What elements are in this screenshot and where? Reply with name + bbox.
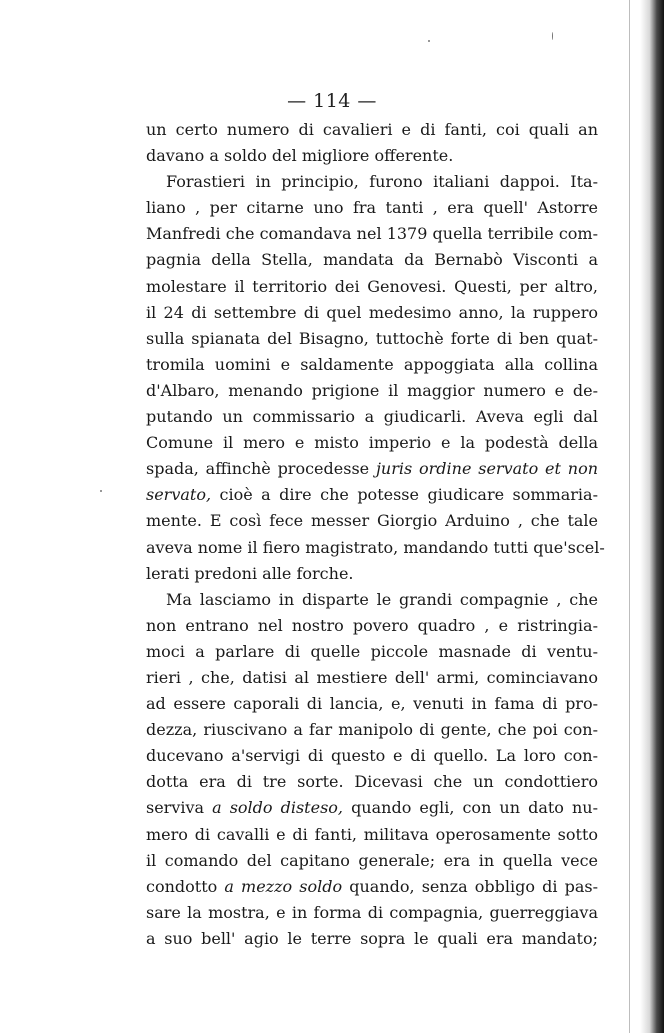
page-gutter-shadow	[640, 0, 664, 1033]
text-line: lerati predoni alle forche.	[146, 563, 354, 583]
text-line: tromila uomini e saldamente appoggiata alla collina	[146, 354, 598, 374]
text-line: d'Albaro, menando prigione il maggior numero e de-	[146, 380, 598, 400]
text-line: sulla spianata del Bisagno, tuttochè forte di ben quat-	[146, 328, 598, 348]
text-line: non entrano nel nostro povero quadro , e ristringia-	[146, 615, 598, 635]
text-line: spada, affinchè procedesse juris ordine servato et non	[146, 459, 599, 479]
text-line: serviva a soldo disteso, quando egli, con un dato nu-	[146, 798, 598, 818]
text-line: liano , per citarne uno fra tanti , era quell' Astorre	[146, 198, 598, 218]
text-line: mente. E così fece messer Giorgio Arduino , che tale	[146, 511, 598, 531]
body-text	[146, 117, 605, 952]
text-line: sare la mostra, e in forma di compagnia, guerreggiava	[146, 902, 598, 922]
text-line: il comando del capitano generale; era in quella vece	[146, 850, 598, 870]
page-edge-line	[629, 0, 630, 1033]
text-line: condotto a mezzo soldo quando, senza obbligo di pas-	[146, 876, 599, 896]
text-line: davano a soldo del migliore offerente.	[146, 146, 454, 166]
text-line: Forastieri in principio, furono italiani dappoi. Ita-	[166, 172, 598, 192]
paper-speck	[428, 40, 430, 42]
paper-mark	[552, 32, 553, 40]
page-number-header: — 114 —	[287, 90, 377, 112]
text-line: un certo numero di cavalieri e di fanti, coi quali an	[146, 120, 598, 139]
text-line: Manfredi che comandava nel 1379 quella terribile com-	[146, 224, 598, 244]
text-line: moci a parlare di quelle piccole masnade di ventu-	[146, 641, 598, 661]
paper-speck	[100, 490, 102, 492]
text-line: mero di cavalli e di fanti, militava operosamente sotto	[146, 824, 598, 844]
text-line: Comune il mero e misto imperio e la podestà della	[146, 433, 598, 453]
text-line: aveva nome il fiero magistrato, mandando tutti que'scel-	[146, 537, 605, 557]
text-line: rieri , che, datisi al mestiere dell' armi, cominciavano	[146, 667, 598, 687]
text-line: ad essere caporali di lancia, e, venuti in fama di pro-	[146, 694, 598, 714]
text-line: dezza, riuscivano a far manipolo di gente, che poi con-	[146, 720, 598, 740]
text-line: putando un commissario a giudicarli. Aveva egli dal	[146, 407, 598, 427]
text-line: dotta era di tre sorte. Dicevasi che un condottiero	[146, 772, 598, 792]
text-line: Ma lasciamo in disparte le grandi compagnie , che	[166, 589, 598, 609]
text-line: molestare il territorio dei Genovesi. Questi, per altro,	[146, 276, 598, 296]
text-line: pagnia della Stella, mandata da Bernabò Visconti a	[146, 250, 598, 270]
text-line: a suo bell' agio le terre sopra le quali era mandato;	[146, 928, 598, 948]
text-line: ducevano a'servigi di questo e di quello. La loro con-	[146, 746, 598, 766]
text-line: servato, cioè a dire che potesse giudicare sommaria-	[146, 485, 598, 505]
text-line: il 24 di settembre di quel medesimo anno, la ruppero	[146, 302, 598, 322]
